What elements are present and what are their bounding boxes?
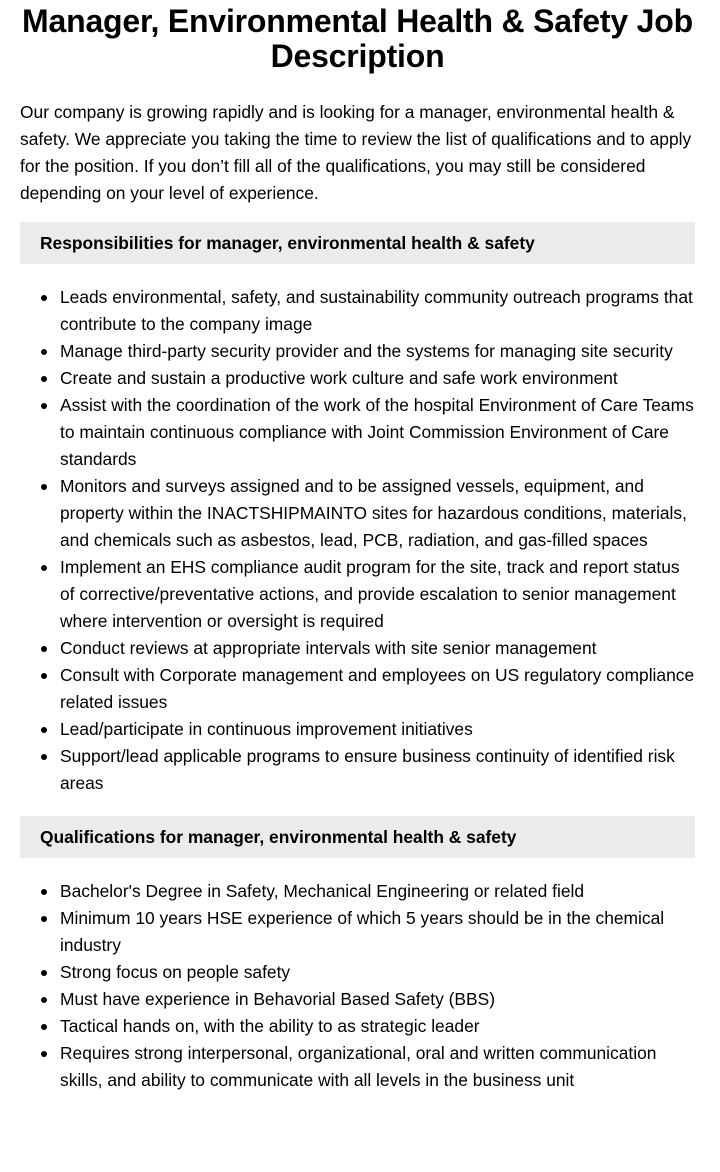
bullet-icon xyxy=(41,646,47,652)
list-item xyxy=(60,392,695,473)
bullet-icon xyxy=(41,376,47,382)
list-item-text: Assist with the coordination of the work of the hospital Environment of Care Teams to maintain continuous compliance with Joint Commission Environment of Care standards xyxy=(60,395,694,469)
intro-paragraph: Our company is growing rapidly and is looking for a manager, environmental health & safety. We appreciate you taking the time to review the list of qualifications and to apply for the position. If you don’t fill all of the qualifications, you may still be considered depending on your level of experience. xyxy=(20,102,692,203)
list-item-text: Requires strong interpersonal, organizational, oral and written communication skills, and ability to communicate with all levels in the business unit xyxy=(60,1043,657,1090)
responsibilities-heading xyxy=(20,222,695,264)
bullet-icon xyxy=(41,565,47,571)
list-item xyxy=(60,662,695,716)
bullet-icon xyxy=(41,754,47,760)
list-item-text: Manage third-party security provider and the systems for managing site security xyxy=(60,341,673,361)
qualifications-list xyxy=(20,878,695,1094)
list-item-text: Consult with Corporate management and employees on US regulatory compliance related issues xyxy=(60,665,695,712)
responsibilities-heading-text: Responsibilities for manager, environmental health & safety xyxy=(40,232,535,253)
bullet-icon xyxy=(41,295,47,301)
bullet-icon xyxy=(41,1024,47,1030)
list-item xyxy=(60,1013,695,1040)
page-title: Manager, Environmental Health & Safety Job Description xyxy=(22,3,693,74)
list-item-text: Support/lead applicable programs to ensure business continuity of identified risk areas xyxy=(60,746,675,793)
bullet-icon xyxy=(41,997,47,1003)
list-item xyxy=(60,473,695,554)
list-item xyxy=(60,905,695,959)
list-item-text: Monitors and surveys assigned and to be assigned vessels, equipment, and property within the INACTSHIPMAINTO sites for hazardous conditions, materials, and chemicals such as asbestos, lead, PCB, radiation, and gas-filled spaces xyxy=(60,476,687,550)
list-item-text: Leads environmental, safety, and sustainability community outreach programs that contribute to the company image xyxy=(60,287,693,334)
bullet-icon xyxy=(41,484,47,490)
list-item-text: Implement an EHS compliance audit program for the site, track and report status of corrective/preventative actions, and provide escalation to senior management where intervention or oversight is required xyxy=(60,557,680,631)
bullet-icon xyxy=(41,349,47,355)
responsibilities-list xyxy=(20,284,695,797)
bullet-icon xyxy=(41,1051,47,1057)
bullet-icon xyxy=(41,889,47,895)
list-item xyxy=(60,635,695,662)
list-item-text: Bachelor's Degree in Safety, Mechanical Engineering or related field xyxy=(60,881,585,901)
list-item xyxy=(60,284,695,338)
list-item-text: Strong focus on people safety xyxy=(60,962,291,982)
list-item xyxy=(60,554,695,635)
list-item-text: Tactical hands on, with the ability to as strategic leader xyxy=(60,1016,480,1036)
list-item xyxy=(60,716,695,743)
qualifications-heading xyxy=(20,816,695,858)
bullet-icon xyxy=(41,970,47,976)
bullet-icon xyxy=(41,403,47,409)
bullet-icon xyxy=(41,673,47,679)
bullet-icon xyxy=(41,727,47,733)
list-item xyxy=(60,338,695,365)
bullet-icon xyxy=(41,916,47,922)
list-item xyxy=(60,878,695,905)
list-item-text: Lead/participate in continuous improvement initiatives xyxy=(60,719,473,739)
list-item-text: Minimum 10 years HSE experience of which 5 years should be in the chemical industry xyxy=(60,908,665,955)
list-item-text: Create and sustain a productive work culture and safe work environment xyxy=(60,368,618,388)
qualifications-heading-text: Qualifications for manager, environmental health & safety xyxy=(40,826,517,847)
list-item xyxy=(60,743,695,797)
list-item xyxy=(60,986,695,1013)
list-item-text: Must have experience in Behavorial Based Safety (BBS) xyxy=(60,989,495,1009)
list-item xyxy=(60,1040,695,1094)
list-item xyxy=(60,365,695,392)
list-item xyxy=(60,959,695,986)
list-item-text: Conduct reviews at appropriate intervals with site senior management xyxy=(60,638,597,658)
